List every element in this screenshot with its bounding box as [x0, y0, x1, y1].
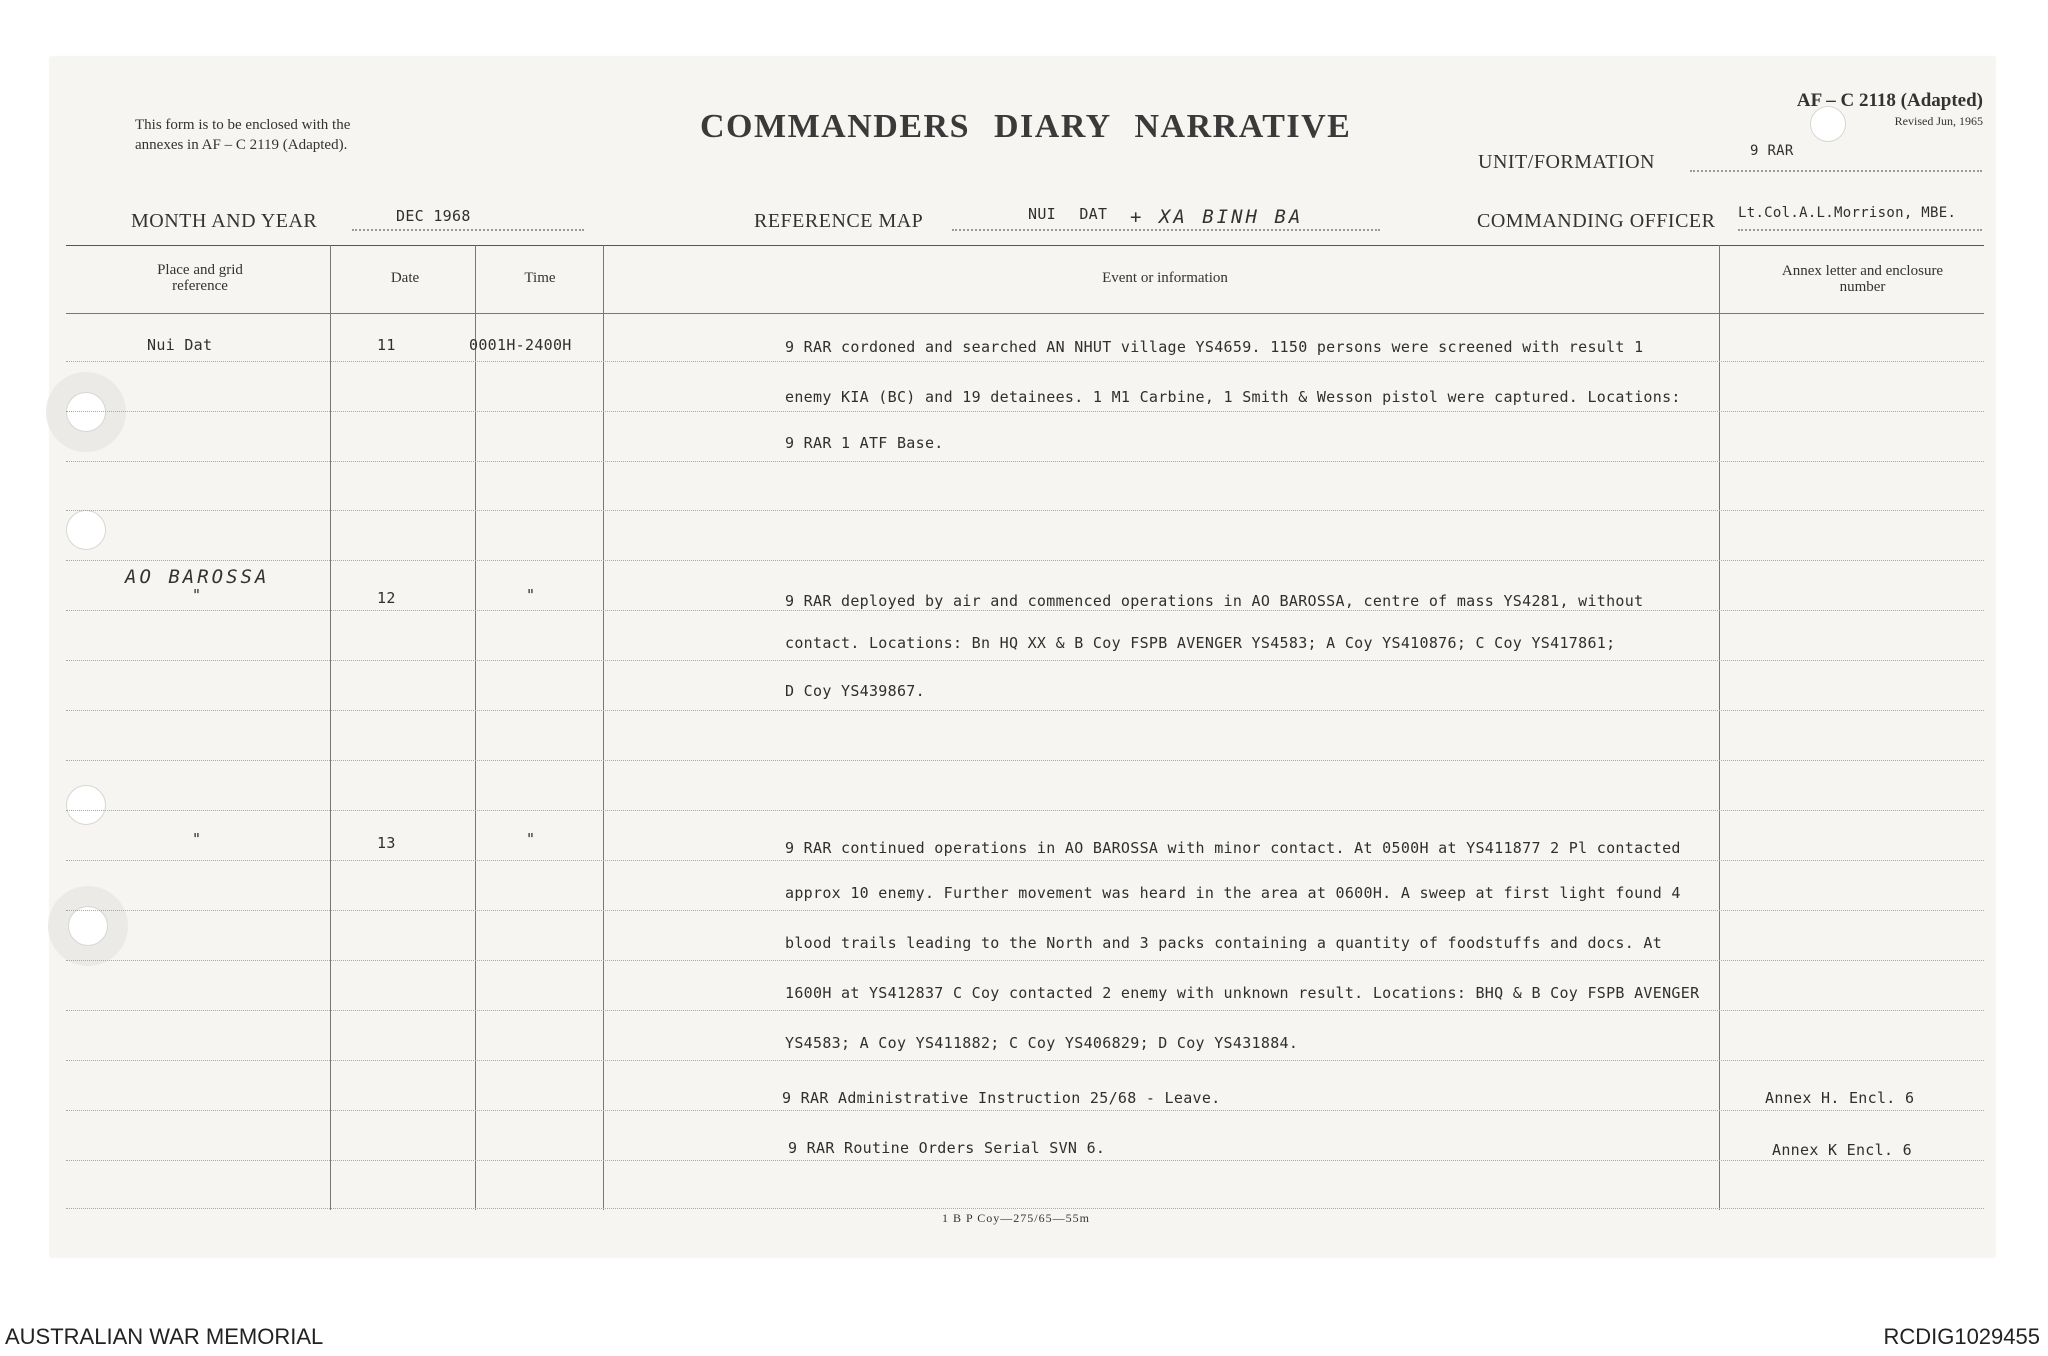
ruled-line — [66, 960, 1984, 961]
column-divider — [1719, 245, 1720, 1210]
revised-date: Revised Jun, 1965 — [1894, 114, 1983, 128]
entry-date: 13 — [377, 834, 396, 852]
entry-text-line: enemy KIA (BC) and 19 detainees. 1 M1 Carbine, 1 Smith & Wesson pistol were captured. Locations: — [785, 388, 1681, 406]
header-rule — [66, 313, 1984, 314]
ruled-line — [66, 1110, 1984, 1111]
table-top-rule — [66, 245, 1984, 246]
ruled-line — [66, 910, 1984, 911]
entry-place: " — [192, 586, 202, 604]
ruled-line — [66, 560, 1984, 561]
intro-line-2: annexes in AF – C 2119 (Adapted). — [135, 137, 348, 153]
month-label: MONTH AND YEAR — [131, 210, 318, 232]
entry-time: 0001H-2400H — [469, 336, 572, 354]
co-dotted-line — [1738, 229, 1982, 231]
unit-dotted-line — [1690, 170, 1982, 172]
punch-hole — [66, 785, 106, 825]
ruled-line — [66, 1160, 1984, 1161]
unit-value: 9 RAR — [1750, 143, 1794, 159]
ruled-line — [66, 710, 1984, 711]
ruled-line — [66, 760, 1984, 761]
entry-text-line: blood trails leading to the North and 3 packs containing a quantity of foodstuffs and docs. At — [785, 934, 1663, 952]
ruled-line — [66, 1060, 1984, 1061]
ruled-line — [66, 810, 1984, 811]
entry-place-handwritten: AO BAROSSA — [125, 566, 270, 588]
column-header-date: Date — [390, 270, 420, 286]
entry-text-line: contact. Locations: Bn HQ XX & B Coy FSPB AVENGER YS4583; A Coy YS410876; C Coy YS417861; — [785, 634, 1616, 652]
entry-place: Nui Dat — [147, 336, 213, 354]
annex-reference: Annex K Encl. 6 — [1772, 1141, 1912, 1159]
page-title: COMMANDERS DIARY NARRATIVE — [700, 108, 1352, 145]
entry-text-line: 9 RAR 1 ATF Base. — [785, 434, 944, 452]
entry-text-line: YS4583; A Coy YS411882; C Coy YS406829; D Coy YS431884. — [785, 1034, 1299, 1052]
column-header-time: Time — [524, 270, 556, 286]
month-value: DEC 1968 — [396, 207, 471, 225]
intro-note — [135, 115, 455, 155]
entry-text-line: approx 10 enemy. Further movement was heard in the area at 0600H. A sweep at first light found 4 — [785, 884, 1681, 902]
column-divider — [475, 245, 476, 1210]
ruled-line — [66, 411, 1984, 412]
ruled-line — [66, 610, 1984, 611]
entry-text-line: D Coy YS439867. — [785, 682, 925, 700]
punch-hole — [68, 906, 108, 946]
entry-text-line: 1600H at YS412837 C Coy contacted 2 enemy with unknown result. Locations: BHQ & B Coy FSPB AVENGER — [785, 984, 1700, 1002]
ruled-line — [66, 361, 1984, 362]
intro-line-1: This form is to be enclosed with the — [135, 117, 351, 133]
form-number: AF – C 2118 (Adapted) — [1796, 90, 1983, 111]
annex-reference: Annex H. Encl. 6 — [1765, 1089, 1915, 1107]
map-value-handwritten: + XA BINH BA — [1130, 206, 1304, 228]
column-header-event: Event or information — [1102, 270, 1228, 286]
map-value: NUI DAT — [1028, 205, 1108, 223]
entry-text-line: 9 RAR deployed by air and commenced operations in AO BAROSSA, centre of mass YS4281, without — [785, 592, 1644, 610]
ruled-line — [66, 510, 1984, 511]
entry-text-line: 9 RAR continued operations in AO BAROSSA with minor contact. At 0500H at YS411877 2 Pl contacted — [785, 839, 1681, 857]
form-sheet — [50, 57, 1995, 1257]
entry-text-line: 9 RAR cordoned and searched AN NHUT village YS4659. 1150 persons were screened with result 1 — [785, 338, 1644, 356]
archive-id: RCDIG1029455 — [1883, 1324, 2040, 1349]
punch-hole — [66, 392, 106, 432]
ruled-line — [66, 1010, 1984, 1011]
column-divider — [603, 245, 604, 1210]
entry-date: 11 — [377, 336, 396, 354]
unit-label: UNIT/FORMATION — [1478, 151, 1655, 173]
co-label: COMMANDING OFFICER — [1477, 210, 1716, 232]
ruled-line — [66, 1208, 1984, 1209]
archive-name: AUSTRALIAN WAR MEMORIAL — [5, 1324, 324, 1349]
entry-date: 12 — [377, 589, 396, 607]
entry-text-line: 9 RAR Administrative Instruction 25/68 - Leave. — [782, 1089, 1221, 1107]
ruled-line — [66, 660, 1984, 661]
punch-hole — [66, 510, 106, 550]
entry-time: " — [526, 830, 536, 848]
map-label: REFERENCE MAP — [754, 210, 924, 232]
month-dotted-line — [352, 229, 584, 231]
entry-text-line: 9 RAR Routine Orders Serial SVN 6. — [788, 1139, 1106, 1157]
ruled-line — [66, 860, 1984, 861]
entry-time: " — [526, 586, 536, 604]
entry-place: " — [192, 830, 202, 848]
printer-line: 1 B P Coy—275/65—55m — [942, 1211, 1090, 1225]
map-dotted-line — [952, 229, 1380, 231]
co-value: Lt.Col.A.L.Morrison, MBE. — [1738, 205, 1957, 221]
column-header-place: Place and grid reference — [157, 262, 243, 294]
column-divider — [330, 245, 331, 1210]
column-header-annex: Annex letter and enclosure number — [1781, 263, 1944, 295]
ruled-line — [66, 461, 1984, 462]
